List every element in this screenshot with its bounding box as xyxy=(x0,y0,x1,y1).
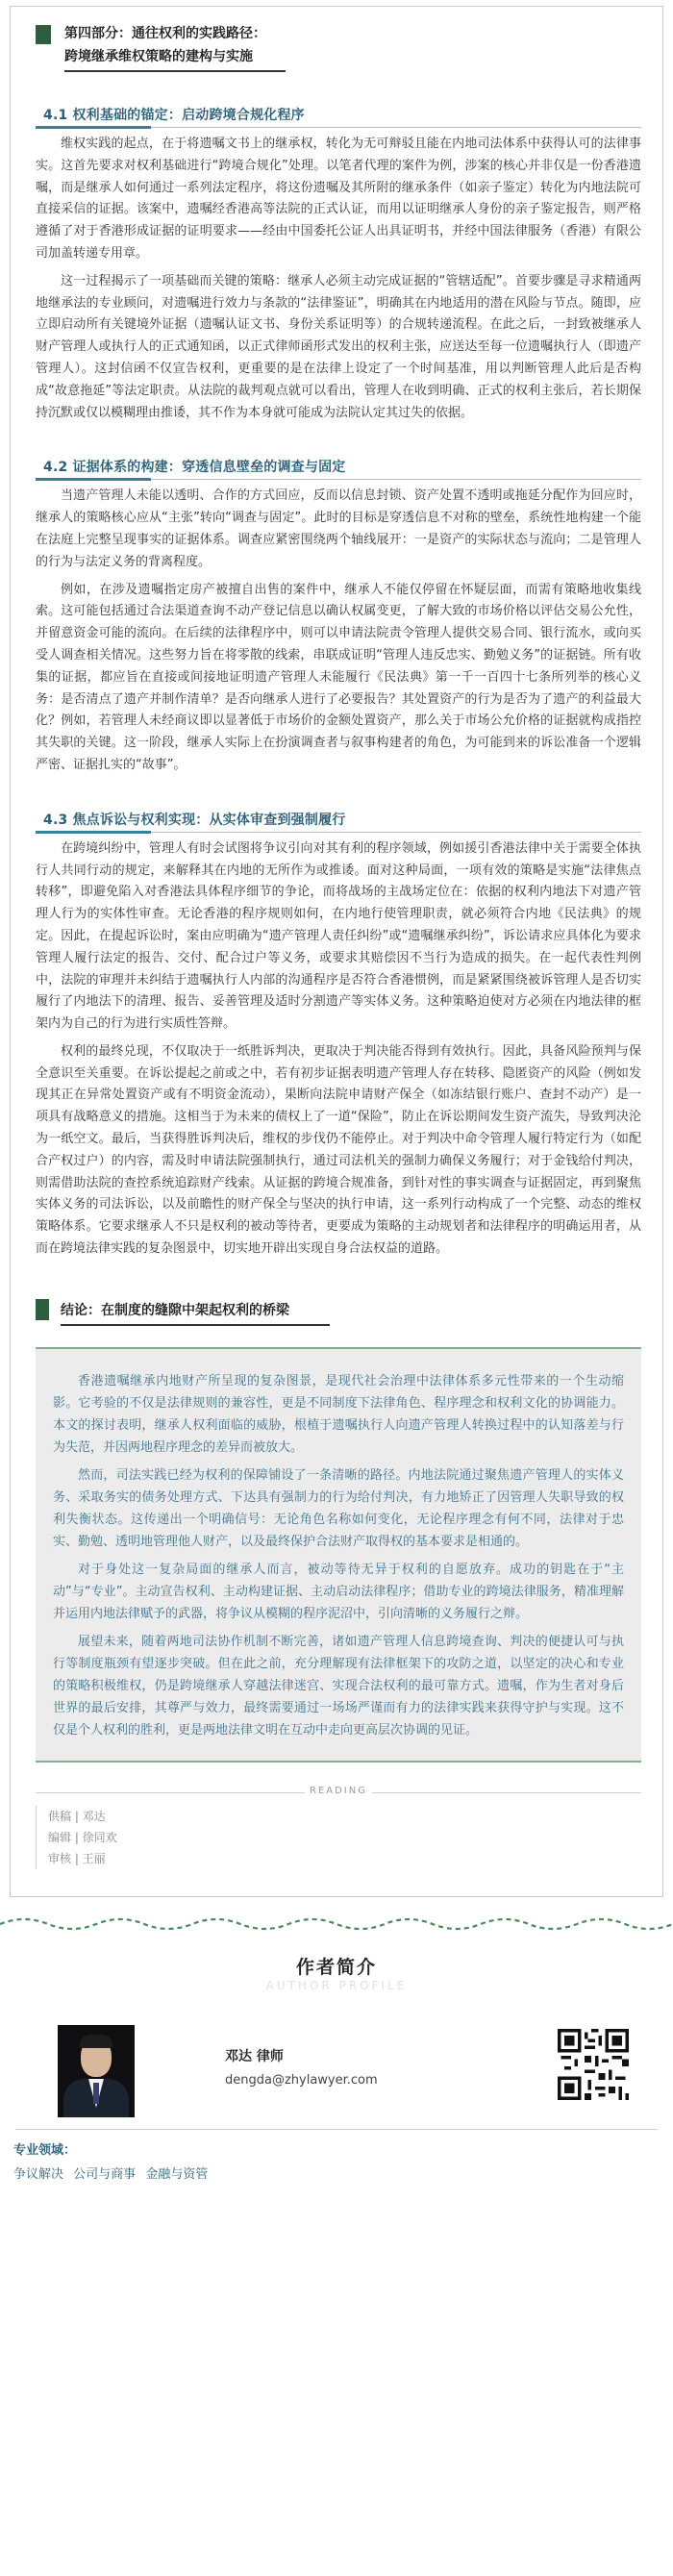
paragraph: 在跨境纠纷中，管理人有时会试图将争议引向对其有利的程序领域，例如援引香港法律中关于需要全体执行人共同行动的规定，来解释其在内地的无所作为或推诿。面对这种局面，一项有效的策略是实施“法律焦点转移”，即避免陷入对香港法具体程序细节的争论，而将战场的主战场定位在：依据的权利内地法下对遗产管理人行为的实体性审查。无论香港的程序规则如何，在内地行使管理职责，就必须符合内地《民法典》的规定。因此，在提起诉讼时，案由应明确为“遗产管理人责任纠纷”或“遗嘱继承纠纷”，诉讼请求应具体化为要求管理人履行法定的报告、交付、配合过户等义务，或要求其赔偿因不当行为造成的损失。在一起代表性判例中，法院的审理并未纠结于遗嘱执行人内部的沟通程序是否符合香港惯例，而是紧紧围绕被诉管理人是否切实履行了内地法下的清理、报告、妥善管理及适时分割遗产等实体义务。这种策略迫使对方必须在内地法律的框架内为自己的行为进行实质性答辩。 xyxy=(36,840,641,1032)
section-heading xyxy=(36,101,641,128)
section-heading xyxy=(36,453,641,480)
qr-code-icon xyxy=(558,2029,629,2100)
conclusion-paragraph: 展望未来，随着两地司法协作机制不断完善，诸如遗产管理人信息跨境查询、判决的便捷认可与执行等制度瓶颈有望逐步突破。但在此之前，充分理解现有法律框架下的攻防之道，以坚定的决心和专业的策略积极维权，仍是跨境继承人穿越法律迷宫、实现合法权利的最可靠方式。遗嘱，作为生者对身后世界的最后安排，其尊严与效力，最终需要通过一场场严谨而有力的法律实践来获得守护与实现。这不仅是个人权利的胜利，更是两地法律文明在互动中走向更高层次协调的见证。 xyxy=(53,1634,624,1738)
author-ghost-text: AUTHOR PROFILE xyxy=(265,1978,408,1992)
author-section-title: 作者简介 xyxy=(295,1956,377,1978)
part-marker xyxy=(36,25,51,44)
practice-area: 公司与商事 xyxy=(73,2166,137,2182)
credit-line: 编辑 | 徐同欢 xyxy=(48,1830,117,1844)
conclusion-box xyxy=(36,1347,641,1763)
wave-divider-icon xyxy=(0,1911,673,1941)
author-section xyxy=(0,1897,673,2220)
part-subtitle: 跨境继承维权策略的建构与实施 xyxy=(64,49,253,64)
conclusion-paragraph: 对于身处这一复杂局面的继承人而言，被动等待无异于权利的自愿放弃。成功的钥匙在于“主动”与“专业”。主动宣告权利、主动构建证据、主动启动法律程序；借助专业的跨境法律服务，精准理解并运用内地法律赋予的武器，将争议从模糊的程序泥沼中，引向清晰的义务履行之辩。 xyxy=(53,1562,624,1621)
author-email[interactable]: dengda@zhylawyer.com xyxy=(225,2072,378,2088)
practice-area: 争议解决 xyxy=(13,2166,64,2182)
conclusion-marker xyxy=(36,1299,49,1320)
conclusion-paragraph: 香港遗嘱继承内地财产所呈现的复杂图景，是现代社会治理中法律体系多元性带来的一个生动缩影。它考验的不仅是法律规则的兼容性，更是不同制度下法律角色、程序理念和权利文化的协调能力。本文的探讨表明，继承人权利面临的威胁，根植于遗嘱执行人向遗产管理人转换过程中的认知落差与行为失范，并因两地程序理念的差异而被放大。 xyxy=(53,1373,624,1455)
part-title: 第四部分：通往权利的实践路径： xyxy=(64,26,266,41)
part-header xyxy=(36,22,641,72)
author-divider xyxy=(15,2129,658,2130)
section-title: 4.2 证据体系的构建：穿透信息壁垒的调查与固定 xyxy=(43,460,346,476)
author-card xyxy=(58,2025,658,2121)
credit-line: 供稿 | 邓达 xyxy=(48,1809,106,1823)
article-frame xyxy=(10,6,663,1897)
conclusion-paragraph: 然而，司法实践已经为权利的保障铺设了一条清晰的路径。内地法院通过聚焦遗产管理人的实体义务、采取务实的债务处理方式、下达具有强制力的行为给付判决，有力地矫正了因管理人失职导致的权利失衡状态。这传递出一个明确信号：无论角色名称如何变化，无论程序理念有何不同，法律对于忠实、勤勉、透明地管理他人财产，以及最终保护合法财产取得权的基本要求是相通的。 xyxy=(53,1467,624,1549)
paragraph: 这一过程揭示了一项基础而关键的策略：继承人必须主动完成证据的“管辖适配”。首要步骤是寻求精通两地继承法的专业顾问，对遗嘱进行效力与条款的“法律鉴证”，明确其在内地适用的潜在风险与节点。随即，应立即启动所有关键境外证据（遗嘱认证文书、身份关系证明等）的合规转递流程。在此之后，一封致被继承人财产管理人或执行人的正式通知函，以正式律师函形式发出的权利主张，应送达至每一位遗嘱执行人（即遗产管理人）。这封信函不仅宣告权利，更重要的是在法律上设定了一个时间基准，用以判断管理人此后是否构成“故意拖延”等法定职责。从法院的裁判观点就可以看出，管理人在收到明确、正式的权利主张后，若长期保持沉默或仅以模糊理由推诿，其不作为本身就可能成为法院认定其过失的依据。 xyxy=(36,273,641,420)
conclusion-underline xyxy=(61,1324,330,1326)
practice-area: 金融与资管 xyxy=(145,2166,209,2182)
paragraph: 例如，在涉及遗嘱指定房产被擅自出售的案件中，继承人不能仅停留在怀疑层面，而需有策略地收集线索。这可能包括通过合法渠道查询不动产登记信息以确认权属变更，了解大致的市场价格以评估交易公允性，并留意资金可能的流向。在后续的法律程序中，则可以申请法院责令管理人提供交易合同、银行流水，或向买受人调查相关情况。这些努力旨在将零散的线索，串联成证明“管理人违反忠实、勤勉义务”的证据链。所有收集的证据，都应旨在直接或间接地证明遗产管理人未能履行《民法典》第一千一百四十七条所列举的核心义务：是否清点了遗产并制作清单？是否向继承人进行了必要报告？其处置资产的行为是否为了遗产的利益最大化？例如，若管理人未经商议即以显著低于市场价的金额处置资产，那么关于市场公允价格的证据就构成指控其失职的关键。这一阶段，继承人实际上在扮演调查者与叙事构建者的角色，为可能到来的诉讼准备一个逻辑严密、证据扎实的“故事”。 xyxy=(36,582,641,772)
reading-label: READING xyxy=(310,1785,367,1796)
conclusion-header xyxy=(36,1299,641,1320)
section-title: 4.1 权利基础的锚定：启动跨境合规化程序 xyxy=(43,108,305,123)
paragraph: 当遗产管理人未能以透明、合作的方式回应，反而以信息封锁、资产处置不透明或拖延分配作为回应时，继承人的策略核心应从“主张”转向“调查与固定”。此时的目标是穿透信息不对称的壁垒，系统性地构建一个能在法庭上完整呈现事实的证据体系。调查应紧密围绕两个轴线展开：一是资产的实际状态与流向；二是管理人的行为与法定义务的背离程度。 xyxy=(36,488,641,569)
credits xyxy=(36,1806,641,1869)
practice-areas xyxy=(13,2163,673,2182)
author-name: 邓达 律师 xyxy=(225,2048,284,2064)
paragraph: 维权实践的起点，在于将遗嘱文书上的继承权，转化为无可辩驳且能在内地司法体系中获得认可的法律事实。这首先要求对权利基础进行“跨境合规化”处理。以笔者代理的案件为例，涉案的核心并非仅是一份香港遗嘱，而是继承人如何通过一系列法定程序，将这份遗嘱及其所附的继承条件（如亲子鉴定）转化为内地法院可直接采信的证据。该案中，遗嘱经香港高等法院的正式认证，而用以证明继承人身份的亲子鉴定报告，则严格遵循了对于香港形成证据的证明要求——经由中国委托公证人出具证明书，并经中国法律服务（香港）有限公司加盖转递专用章。 xyxy=(36,137,641,261)
avatar xyxy=(58,2025,135,2117)
reading-divider xyxy=(36,1786,641,1796)
fields-label: 专业领域： xyxy=(13,2142,77,2158)
part-underline xyxy=(64,70,286,72)
section-title: 4.3 焦点诉讼与权利实现：从实体审查到强制履行 xyxy=(43,812,346,828)
section-heading xyxy=(36,806,641,833)
paragraph: 权利的最终兑现，不仅取决于一纸胜诉判决，更取决于判决能否得到有效执行。因此，具备风险预判与保全意识至关重要。在诉讼提起之前或之中，若有初步证据表明遗产管理人存在转移、隐匿资产的风险（例如发现其正在异常处置资产或有不明资金流动），果断向法院申请财产保全（如冻结银行账户、查封不动产）是一项具有战略意义的措施。这相当于为未来的债权上了一道“保险”，防止在诉讼期间发生资产流失，导致判决沦为一纸空文。最后，当获得胜诉判决后，维权的步伐仍不能停止。对于判决中命令管理人履行特定行为（如配合产权过户）的内容，需及时申请法院强制执行，通过司法机关的强制力确保义务履行；对于金钱给付判决，则需借助法院的查控系统追踪财产线索。从证据的跨境合规准备，到针对性的事实调查与证据固定，再到聚焦实体义务的司法诉讼，以及前瞻性的财产保全与坚决的执行申请，这一系列行动构成了一个完整、动态的维权策略体系。它要求继承人不只是权利的被动等待者，更要成为策略的主动规划者和法律程序的明确运用者，从而在跨境法律实践的复杂图景中，切实地开辟出实现自身合法权益的道路。 xyxy=(36,1043,641,1257)
conclusion-title: 结论：在制度的缝隙中架起权利的桥梁 xyxy=(61,1302,289,1318)
credit-line: 审核 | 王丽 xyxy=(48,1851,106,1865)
